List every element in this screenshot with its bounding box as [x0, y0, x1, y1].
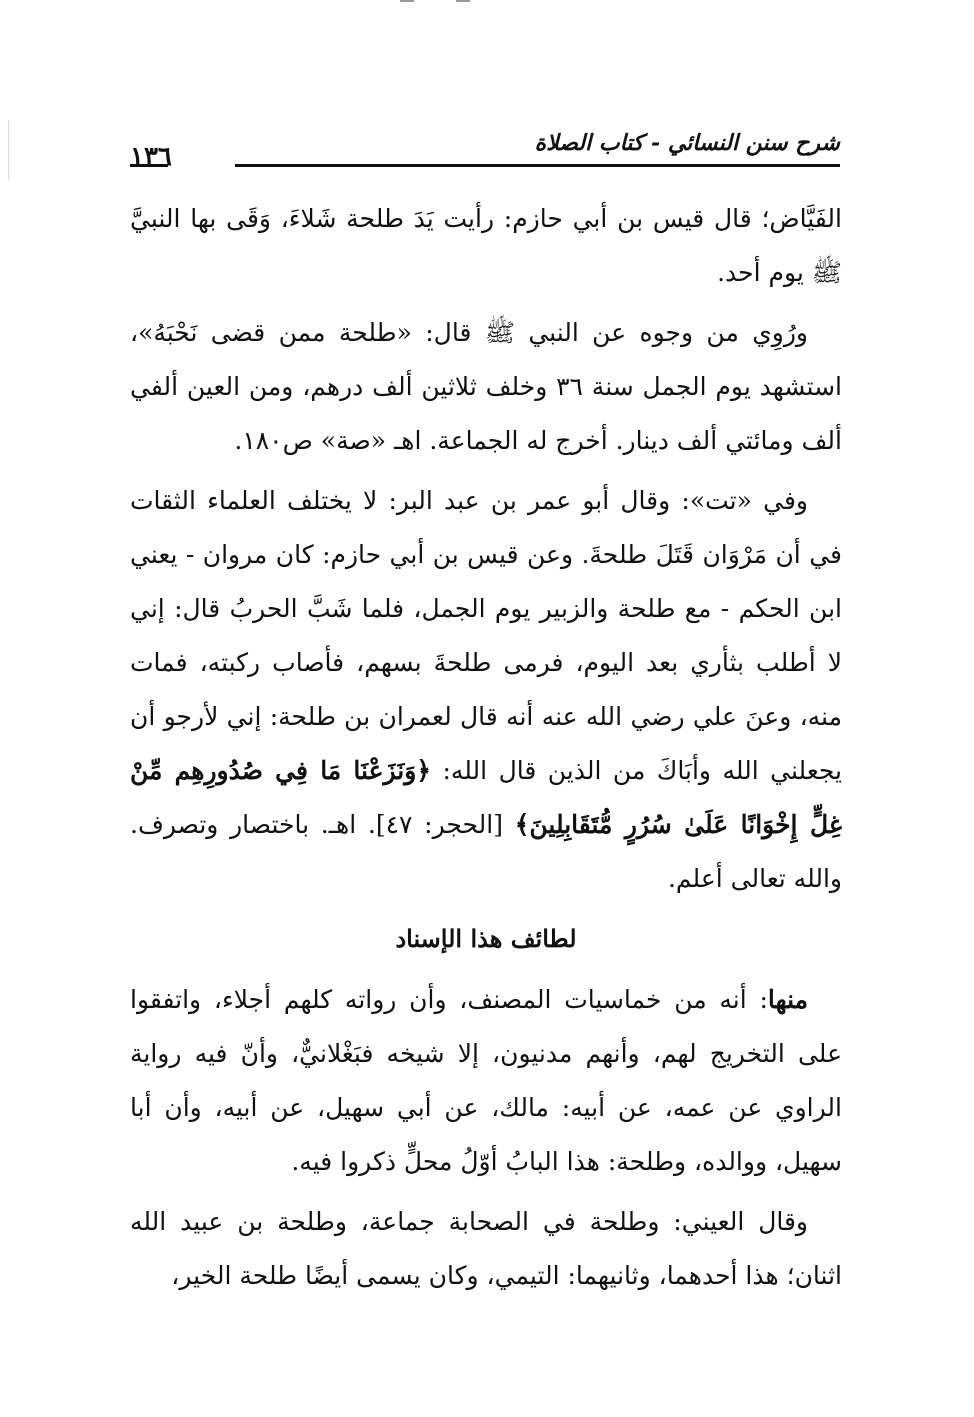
header-rule: [235, 164, 840, 167]
paragraph-text: : أنه من خماسيات المصنف، وأن رواته كلهم أجلاء، واتفقوا على التخريج لهم، وأنهم مدنيون، إلا شيخه فبَغْلانيٌّ، وأنّ فيه رواية الراوي عن عمه، عن أبيه: مالك، عن أبي سهيل، عن أبيه، وأن أبا سهيل، ووالده، وطلحة: هذا البابُ أوّلُ محلٍّ ذكروا فيه.: [130, 985, 842, 1176]
paragraph-text: [الحجر: ٤٧]. اهـ. باختصار وتصرف. والله تعالى أعلم.: [130, 810, 842, 893]
paragraph-lataif: [130, 973, 842, 1189]
paragraph-fayyad: الفَيَّاض؛ قال قيس بن أبي حازم: رأيت يَدَ طلحة شَلاءَ، وَقَى بها النبيَّ ﷺ يوم أحد.: [130, 204, 842, 287]
paragraph-aini: وقال العيني: وطلحة في الصحابة جماعة، وطلحة بن عبيد الله اثنان؛ هذا أحدهما، وثانيهما: التيمي، وكان يسمى أيضًا طلحة الخير،: [130, 1207, 842, 1290]
running-header: [130, 128, 840, 188]
page-body: [130, 192, 842, 1309]
book-title: شرح سنن النسائي - كتاب الصلاة: [534, 130, 840, 156]
section-heading: لطائف هذا الإسناد: [395, 924, 577, 953]
paragraph-tahdhib: [130, 474, 842, 906]
page-number: ١٣٦: [130, 142, 172, 172]
scan-artifact: [456, 0, 470, 2]
lead-word: منها: [767, 985, 808, 1014]
quran-verse: ﴿وَنَزَعْنَا مَا فِي صُدُورِهِم مِّنْ غِلٍّ إِخْوَانًا عَلَىٰ سُرُرٍ مُّتَقَابِلِينَ﴾: [130, 756, 842, 839]
scan-artifact: [400, 0, 414, 2]
scan-artifact: [8, 120, 9, 180]
paragraph-text: وفي «تت»: وقال أبو عمر بن عبد البر: لا يختلف العلماء الثقات في أن مَرْوَان قَتَلَ طلحةَ. وعن قيس بن أبي حازم: كان مروان - يعني ابن الحكم - مع طلحة والزبير يوم الجمل، فلما شَبَّ الحربُ قال: إني لا أطلب بثأري بعد اليوم، فرمى طلحةَ بسهم، فأصاب ركبته، فمات منه، وعنَ علي رضي الله عنه أنه قال لعمران بن طلحة: إني لأرجو أن يجعلني الله وأبَاكَ من الذين قال الله:: [130, 486, 842, 785]
paragraph-narration: ورُوِي من وجوه عن النبي ﷺ قال: «طلحة ممن قضى نَحْبَهُ»، استشهد يوم الجمل سنة ٣٦ وخلف ثلاثين ألف درهم، ومن العين ألفي ألف ومائتي ألف دينار. أخرج له الجماعة. اهـ «صة» ص١٨٠.: [130, 318, 842, 455]
